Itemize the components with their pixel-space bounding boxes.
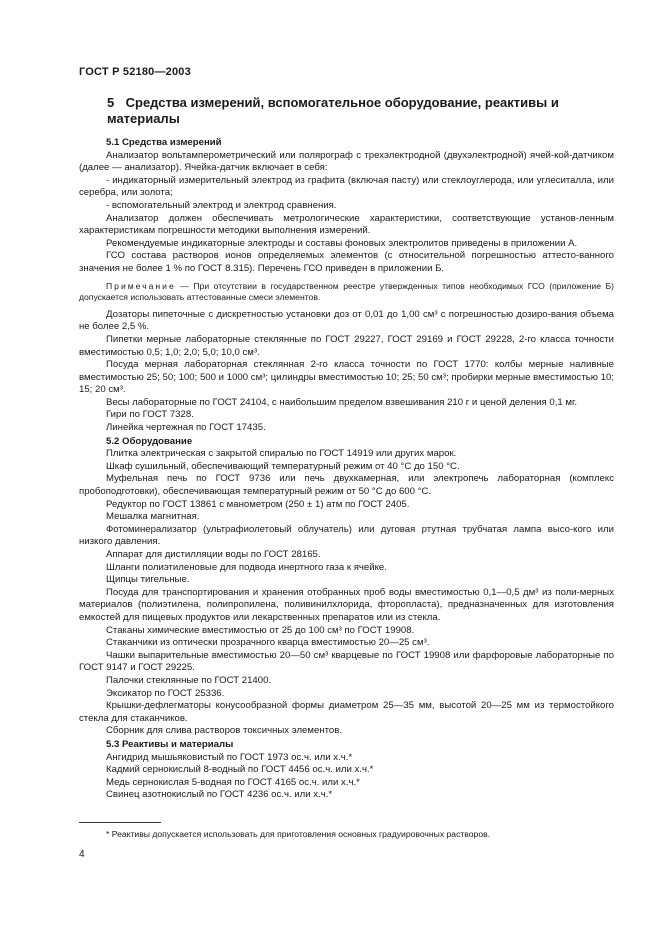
body-paragraph: Эксикатор по ГОСТ 25336. (106, 687, 225, 699)
body-paragraph: Линейка чертежная по ГОСТ 17435. (106, 422, 266, 434)
list-item: - вспомогательный электрод и электрод сравнения. (106, 199, 337, 211)
body-paragraph: Чашки выпарительные вместимостью 20—50 см³ кварцевые по ГОСТ 19908 или фарфоровые лабораторные по ГОСТ 9147 и ГОСТ 29225. (79, 649, 614, 674)
body-paragraph: Мешалка магнитная. (106, 511, 200, 523)
body-paragraph: Посуда мерная лабораторная стеклянная 2-го класса точности по ГОСТ 1770: колбы мерные наливные вместимостью 25; 50; 100; 500 и 1000 см³; цилиндры вместимостью 10; 25; 50 см³; пробирки мерные вместимостью 10; 15; 20 см³. (79, 359, 614, 396)
body-paragraph: Посуда для транспортирования и хранения отобранных проб воды вместимостью 0,1—0,5 дм³ из поли-мерных материалов (полиэтилена, полипропилена, поливинилхлорида, фторопласта), предназначенных для изготовления емкостей для пищевых продуктов или лекарственных препаратов или из стекла. (79, 586, 614, 623)
body-paragraph: Весы лабораторные по ГОСТ 24104, с наибольшим пределом взвешивания 210 г и ценой деления 0,1 мг. (106, 396, 577, 408)
body-paragraph: Фотоминерализатор (ультрафиолетовый облучатель) или дуговая ртутная трубчатая лампа высо-кого или низкого давления. (79, 523, 614, 548)
body-paragraph: Дозаторы пипеточные с дискретностью установки доз от 0,01 до 1,00 см³ с погрешностью дозиро-вания объема не более 2,5 %. (79, 308, 614, 333)
body-paragraph: Сборник для слива растворов токсичных элементов. (106, 725, 343, 737)
note-label: Примечание (106, 280, 176, 291)
body-paragraph: Щипцы тигельные. (106, 574, 190, 586)
body-paragraph: Палочки стеклянные по ГОСТ 21400. (106, 674, 272, 686)
section-title (107, 95, 587, 127)
body-paragraph: ГСО состава растворов ионов определяемых элементов (с относительной погрешностью аттесто-ванного значения не более 1 % по ГОСТ 8.315). Перечень ГСО приведен в приложении Б. (79, 250, 614, 274)
body-paragraph: Медь сернокислая 5-водная по ГОСТ 4165 ос.ч. или х.ч.* (106, 776, 360, 788)
body-paragraph: Свинец азотнокислый по ГОСТ 4236 ос.ч. или х.ч.* (106, 789, 333, 801)
subsection-heading: 5.1 Средства измерений (106, 137, 222, 148)
body-paragraph: Аппарат для дистилляции воды по ГОСТ 28165. (106, 549, 321, 560)
body-paragraph: Кадмий сернокислый 8-водный по ГОСТ 4456 ос.ч. или х.ч.* (106, 764, 374, 776)
body-paragraph: Шкаф сушильный, обеспечивающий температурный режим от 40 °С до 150 °С. (106, 460, 460, 472)
body-paragraph: Крышки-дефлегматоры конусообразной формы диаметром 25—35 мм, высотой 20—25 мм из термостойкого стекла для стаканчиков. (79, 700, 614, 724)
subsection-heading: 5.3 Реактивы и материалы (106, 738, 234, 750)
note-text: — При отсутствии в государственном реестре утвержденных типов необходимых ГСО (приложение Б) допускается использовать аттестованные смеси элементов. (79, 280, 615, 303)
body-paragraph: Рекомендуемые индикаторные электроды и составы фоновых электролитов приведены в приложении А. (106, 237, 578, 249)
body-paragraph: Анализатор должен обеспечивать метрологические характеристики, соответствующие установ-ленным характеристикам погрешности методики выполнения измерений. (79, 212, 614, 237)
subsection-heading: 5.2 Оборудование (106, 435, 193, 447)
body-paragraph: Анализатор вольтамперометрический или полярограф с трехэлектродной (двухэлектродной) ячей-кой-датчиком (далее — анализатор). Ячейка-датчик включает в себя: (79, 149, 614, 174)
section-number: 5 (107, 95, 115, 110)
document-body (79, 136, 614, 802)
body-paragraph: Плитка электрическая с закрытой спиралью по ГОСТ 14919 или других марок. (106, 448, 457, 460)
list-item: - индикаторный измерительный электрод из графита (включая пасту) или стеклоуглерода, или углеситалла, или серебра, или золота; (79, 174, 614, 199)
note-paragraph (79, 281, 614, 304)
body-paragraph: Стаканчики из оптически прозрачного кварца вместимостью 20—25 см³. (106, 637, 430, 649)
body-paragraph: Муфельная печь по ГОСТ 9736 или печь двухкамерная, или электропечь лабораторная (комплекс пробоподготовки), обеспечивающая температурный режим от 50 °С до 600 °С. (79, 473, 614, 498)
body-paragraph: Пипетки мерные лабораторные стеклянные по ГОСТ 29227, ГОСТ 29169 и ГОСТ 29228, 2-го класса точности вместимостью 0,5; 1,0; 2,0; 5,0; 10,0 см³. (79, 333, 614, 358)
body-paragraph: Стаканы химические вместимостью от 25 до 100 см³ по ГОСТ 19908. (106, 624, 415, 636)
section-title-text: Средства измерений, вспомогательное оборудование, реактивы и материалы (107, 95, 559, 126)
body-paragraph: Редуктор по ГОСТ 13861 с манометром (250 ± 1) атм по ГОСТ 2405. (106, 498, 410, 510)
document-header: ГОСТ Р 52180—2003 (79, 66, 191, 78)
page-number: 4 (79, 849, 85, 860)
body-paragraph: Шланги полиэтиленовые для подвода инертного газа к ячейке. (106, 561, 387, 573)
footnote: * Реактивы допускается использовать для приготовления основных градуировочных растворов. (106, 829, 491, 839)
body-paragraph: Ангидрид мышьяковистый по ГОСТ 1973 ос.ч. или х.ч.* (106, 751, 353, 763)
body-paragraph: Гири по ГОСТ 7328. (106, 409, 194, 421)
footnote-divider (79, 822, 161, 823)
